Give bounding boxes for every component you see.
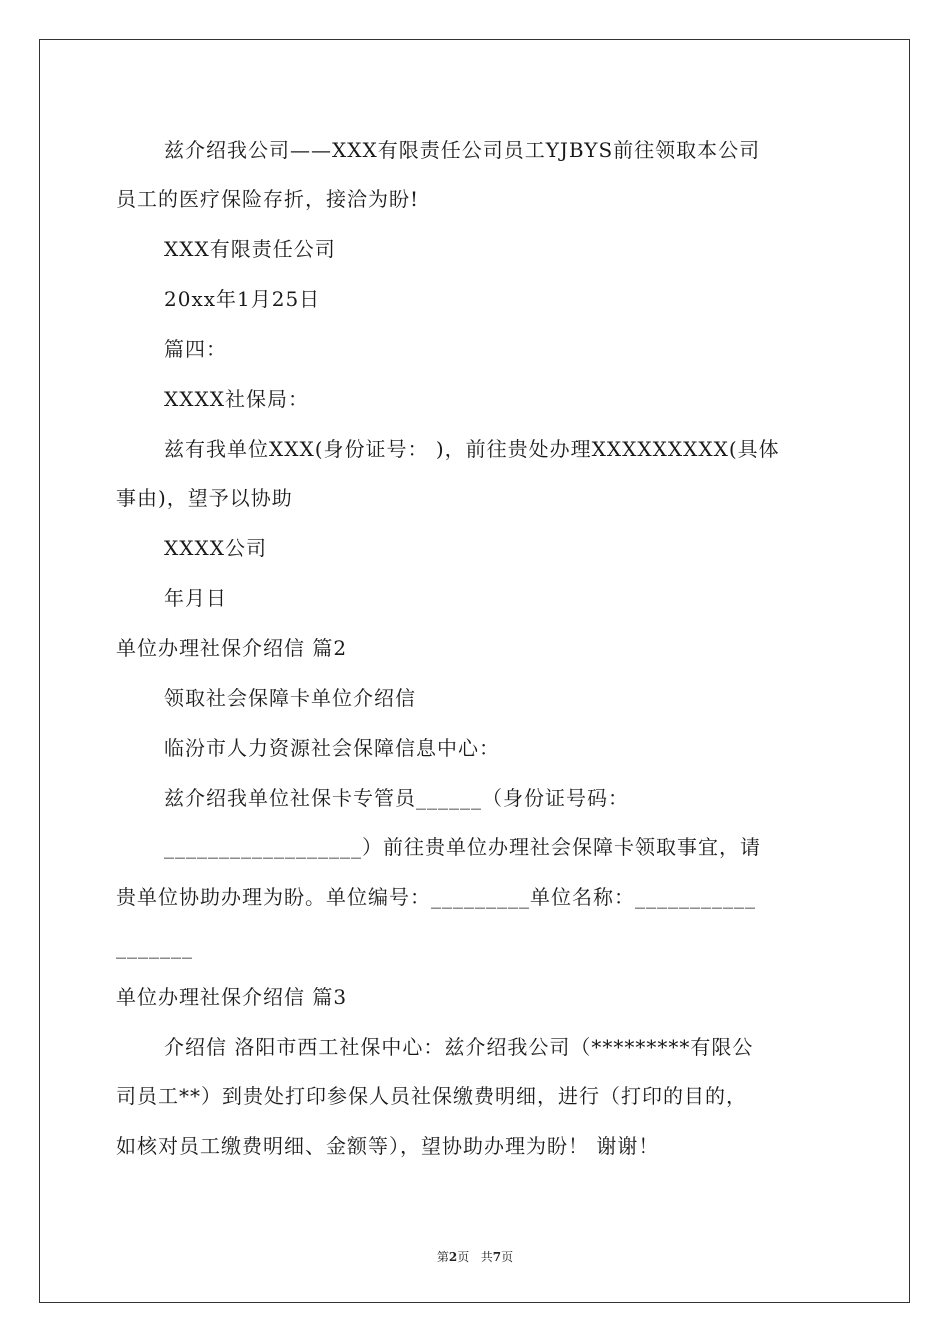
paragraph-line: 司员工**）到贵处打印参保人员社保缴费明细，进行（打印的目的， bbox=[116, 1084, 747, 1108]
company-signature: XXX有限责任公司 bbox=[164, 237, 336, 261]
date-line: 年月日 bbox=[164, 586, 227, 610]
section-heading: 单位办理社保介绍信 篇3 bbox=[116, 985, 348, 1009]
recipient-line: 临汾市人力资源社会保障信息中心： bbox=[164, 736, 500, 760]
section-heading: 单位办理社保介绍信 篇2 bbox=[116, 636, 348, 660]
paragraph-line: __________________）前往贵单位办理社会保障卡领取事宜，请 bbox=[164, 835, 761, 859]
recipient-line: XXXX社保局： bbox=[164, 387, 309, 411]
paragraph-line: 员工的医疗保险存折，接洽为盼! bbox=[116, 187, 420, 211]
paragraph-line: 兹介绍我单位社保卡专管员______（身份证号码： bbox=[164, 786, 629, 810]
page-border bbox=[39, 39, 910, 1303]
total-label-suffix: 页 bbox=[501, 1250, 514, 1264]
page-label-prefix: 第 bbox=[436, 1250, 449, 1264]
page-label-mid: 页 bbox=[457, 1250, 470, 1264]
paragraph-line: 事由)，望予以协助 bbox=[116, 486, 293, 510]
paragraph-line: 贵单位协助办理为盼。单位编号：_________单位名称：___________ bbox=[116, 885, 756, 909]
page-footer bbox=[0, 1248, 950, 1265]
paragraph-line: _______ bbox=[116, 935, 193, 959]
paragraph-line: 兹介绍我公司——XXX有限责任公司员工YJBYS前往领取本公司 bbox=[164, 138, 761, 162]
page-total: 7 bbox=[492, 1250, 502, 1264]
section-label: 篇四： bbox=[164, 337, 227, 361]
page-current: 2 bbox=[448, 1250, 458, 1264]
date-line: 20xx年1月25日 bbox=[164, 287, 321, 311]
company-signature: XXXX公司 bbox=[164, 536, 267, 560]
letter-title: 领取社会保障卡单位介绍信 bbox=[164, 686, 416, 710]
total-label-prefix: 共 bbox=[480, 1250, 493, 1264]
paragraph-line: 如核对员工缴费明细、金额等），望协助办理为盼！ 谢谢！ bbox=[116, 1134, 660, 1158]
paragraph-line: 介绍信 洛阳市西工社保中心：兹介绍我公司（*********有限公 bbox=[164, 1035, 754, 1059]
paragraph-line: 兹有我单位XXX(身份证号： )，前往贵处办理XXXXXXXXX(具体 bbox=[164, 437, 780, 461]
